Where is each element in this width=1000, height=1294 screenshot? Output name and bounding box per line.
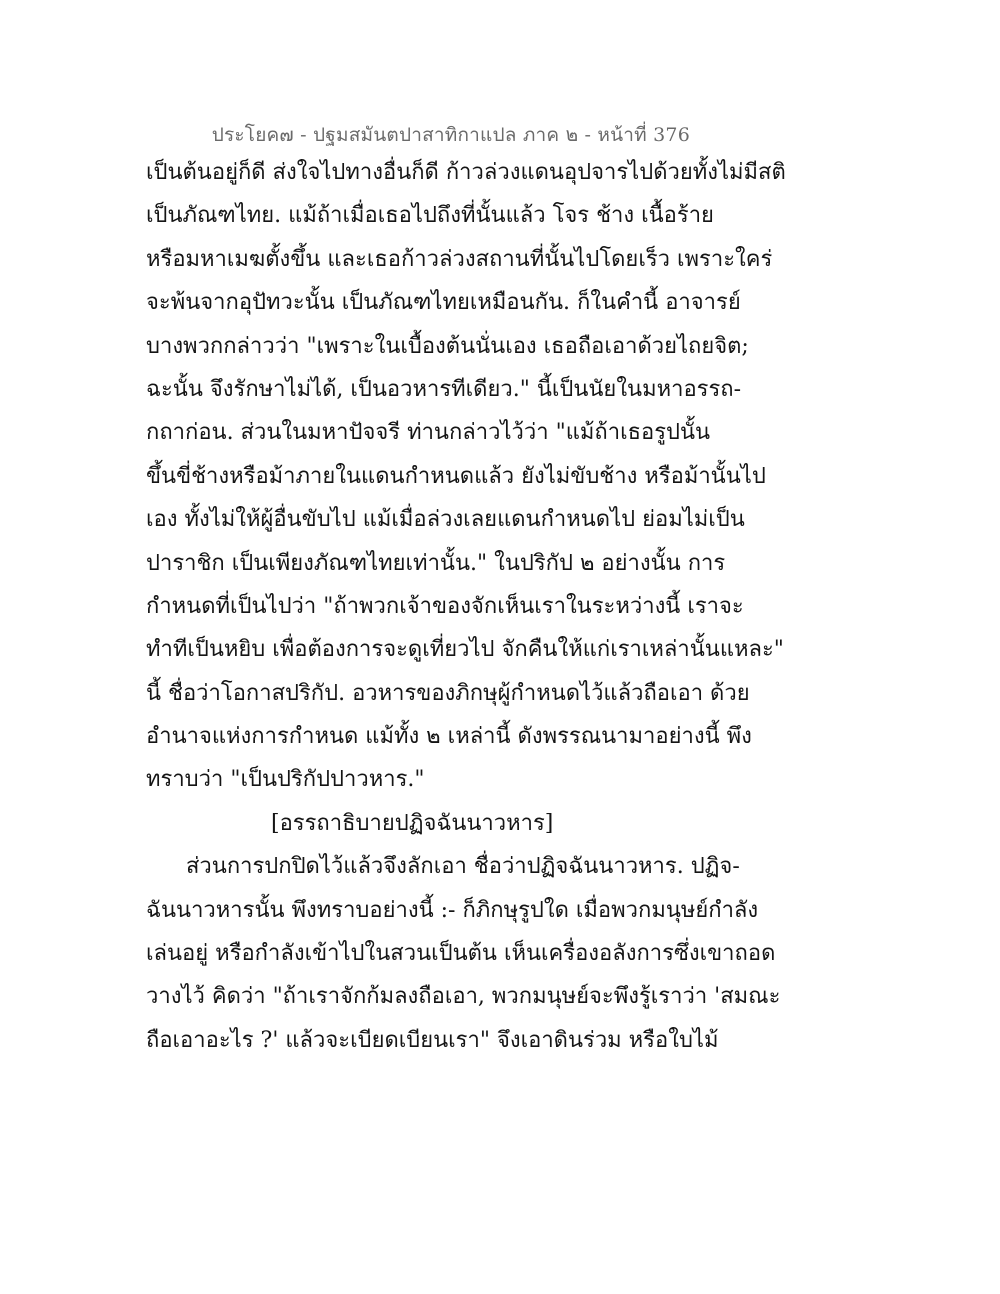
text-line: อำนาจแห่งการกำหนด แม้ทั้ง ๒ เหล่านี้ ดังพรรณนามาอย่างนี้ พึง	[146, 724, 752, 750]
section-heading: [อรรถาธิบายปฏิจฉันนาวหาร]	[271, 810, 554, 836]
text-line: เอง ทั้งไม่ให้ผู้อื่นขับไป แม้เมื่อล่วงเลยแดนกำหนดไป ย่อมไม่เป็น	[146, 507, 745, 533]
running-header: ประโยค๗ - ปฐมสมันตปาสาทิกาแปล ภาค ๒ - หน้าที่ 376	[211, 124, 690, 146]
text-line: กถาก่อน. ส่วนในมหาปัจจรี ท่านกล่าวไว้ว่า "แม้ถ้าเธอรูปนั้น	[146, 420, 711, 446]
text-line: จะพ้นจากอุปัทวะนั้น เป็นภัณฑไทยเหมือนกัน. ก็ในคำนี้ อาจารย์	[146, 290, 741, 316]
text-line: ทราบว่า "เป็นปริกัปปาวหาร."	[146, 767, 425, 793]
text-line: นี้ ชื่อว่าโอกาสปริกัป. อวหารของภิกษุผู้กำหนดไว้แล้วถือเอา ด้วย	[146, 680, 750, 706]
text-line: ฉะนั้น จึงรักษาไม่ได้, เป็นอวหารทีเดียว." นี้เป็นนัยในมหาอรรถ-	[146, 376, 742, 402]
text-line: วางไว้ คิดว่า "ถ้าเราจักก้มลงถือเอา, พวกมนุษย์จะพึงรู้เราว่า 'สมณะ	[146, 984, 781, 1010]
text-line: กำหนดที่เป็นไปว่า "ถ้าพวกเจ้าของจักเห็นเราในระหว่างนี้ เราจะ	[146, 593, 744, 619]
text-line: ทำทีเป็นหยิบ เพื่อต้องการจะดูเที่ยวไป จักคืนให้แก่เราเหล่านั้นแหละ"	[146, 637, 784, 663]
body-text	[146, 151, 866, 1062]
text-line: ถือเอาอะไร ?' แล้วจะเบียดเบียนเรา" จึงเอาดินร่วม หรือใบไม้	[146, 1027, 719, 1053]
text-line: เล่นอยู่ หรือกำลังเข้าไปในสวนเป็นต้น เห็นเครื่องอลังการซึ่งเขาถอด	[146, 941, 776, 967]
text-line: บางพวกกล่าวว่า "เพราะในเบื้องต้นนั่นเอง เธอถือเอาด้วยไถยจิต;	[146, 333, 749, 359]
text-line: ฉันนาวหารนั้น พึงทราบอย่างนี้ :- ก็ภิกษุรูปใด เมื่อพวกมนุษย์กำลัง	[146, 897, 759, 923]
text-line: ขึ้นขี่ช้างหรือม้าภายในแดนกำหนดแล้ว ยังไม่ขับช้าง หรือม้านั้นไป	[146, 463, 766, 489]
paragraph-first-line: ส่วนการปกปิดไว้แล้วจึงลักเอา ชื่อว่าปฏิจฉันนาวหาร. ปฏิจ-	[186, 854, 740, 880]
text-line: หรือมหาเมฆตั้งขึ้น และเธอก้าวล่วงสถานที่นั้นไปโดยเร็ว เพราะใคร่	[146, 246, 773, 272]
text-line: เป็นต้นอยู่ก็ดี ส่งใจไปทางอื่นก็ดี ก้าวล่วงแดนอุปจารไปด้วยทั้งไม่มีสติ	[146, 160, 786, 185]
text-line: เป็นภัณฑไทย. แม้ถ้าเมื่อเธอไปถึงที่นั้นแล้ว โจร ช้าง เนื้อร้าย	[146, 203, 714, 229]
text-line: ปาราชิก เป็นเพียงภัณฑไทยเท่านั้น." ในปริกัป ๒ อย่างนั้น การ	[146, 550, 726, 576]
